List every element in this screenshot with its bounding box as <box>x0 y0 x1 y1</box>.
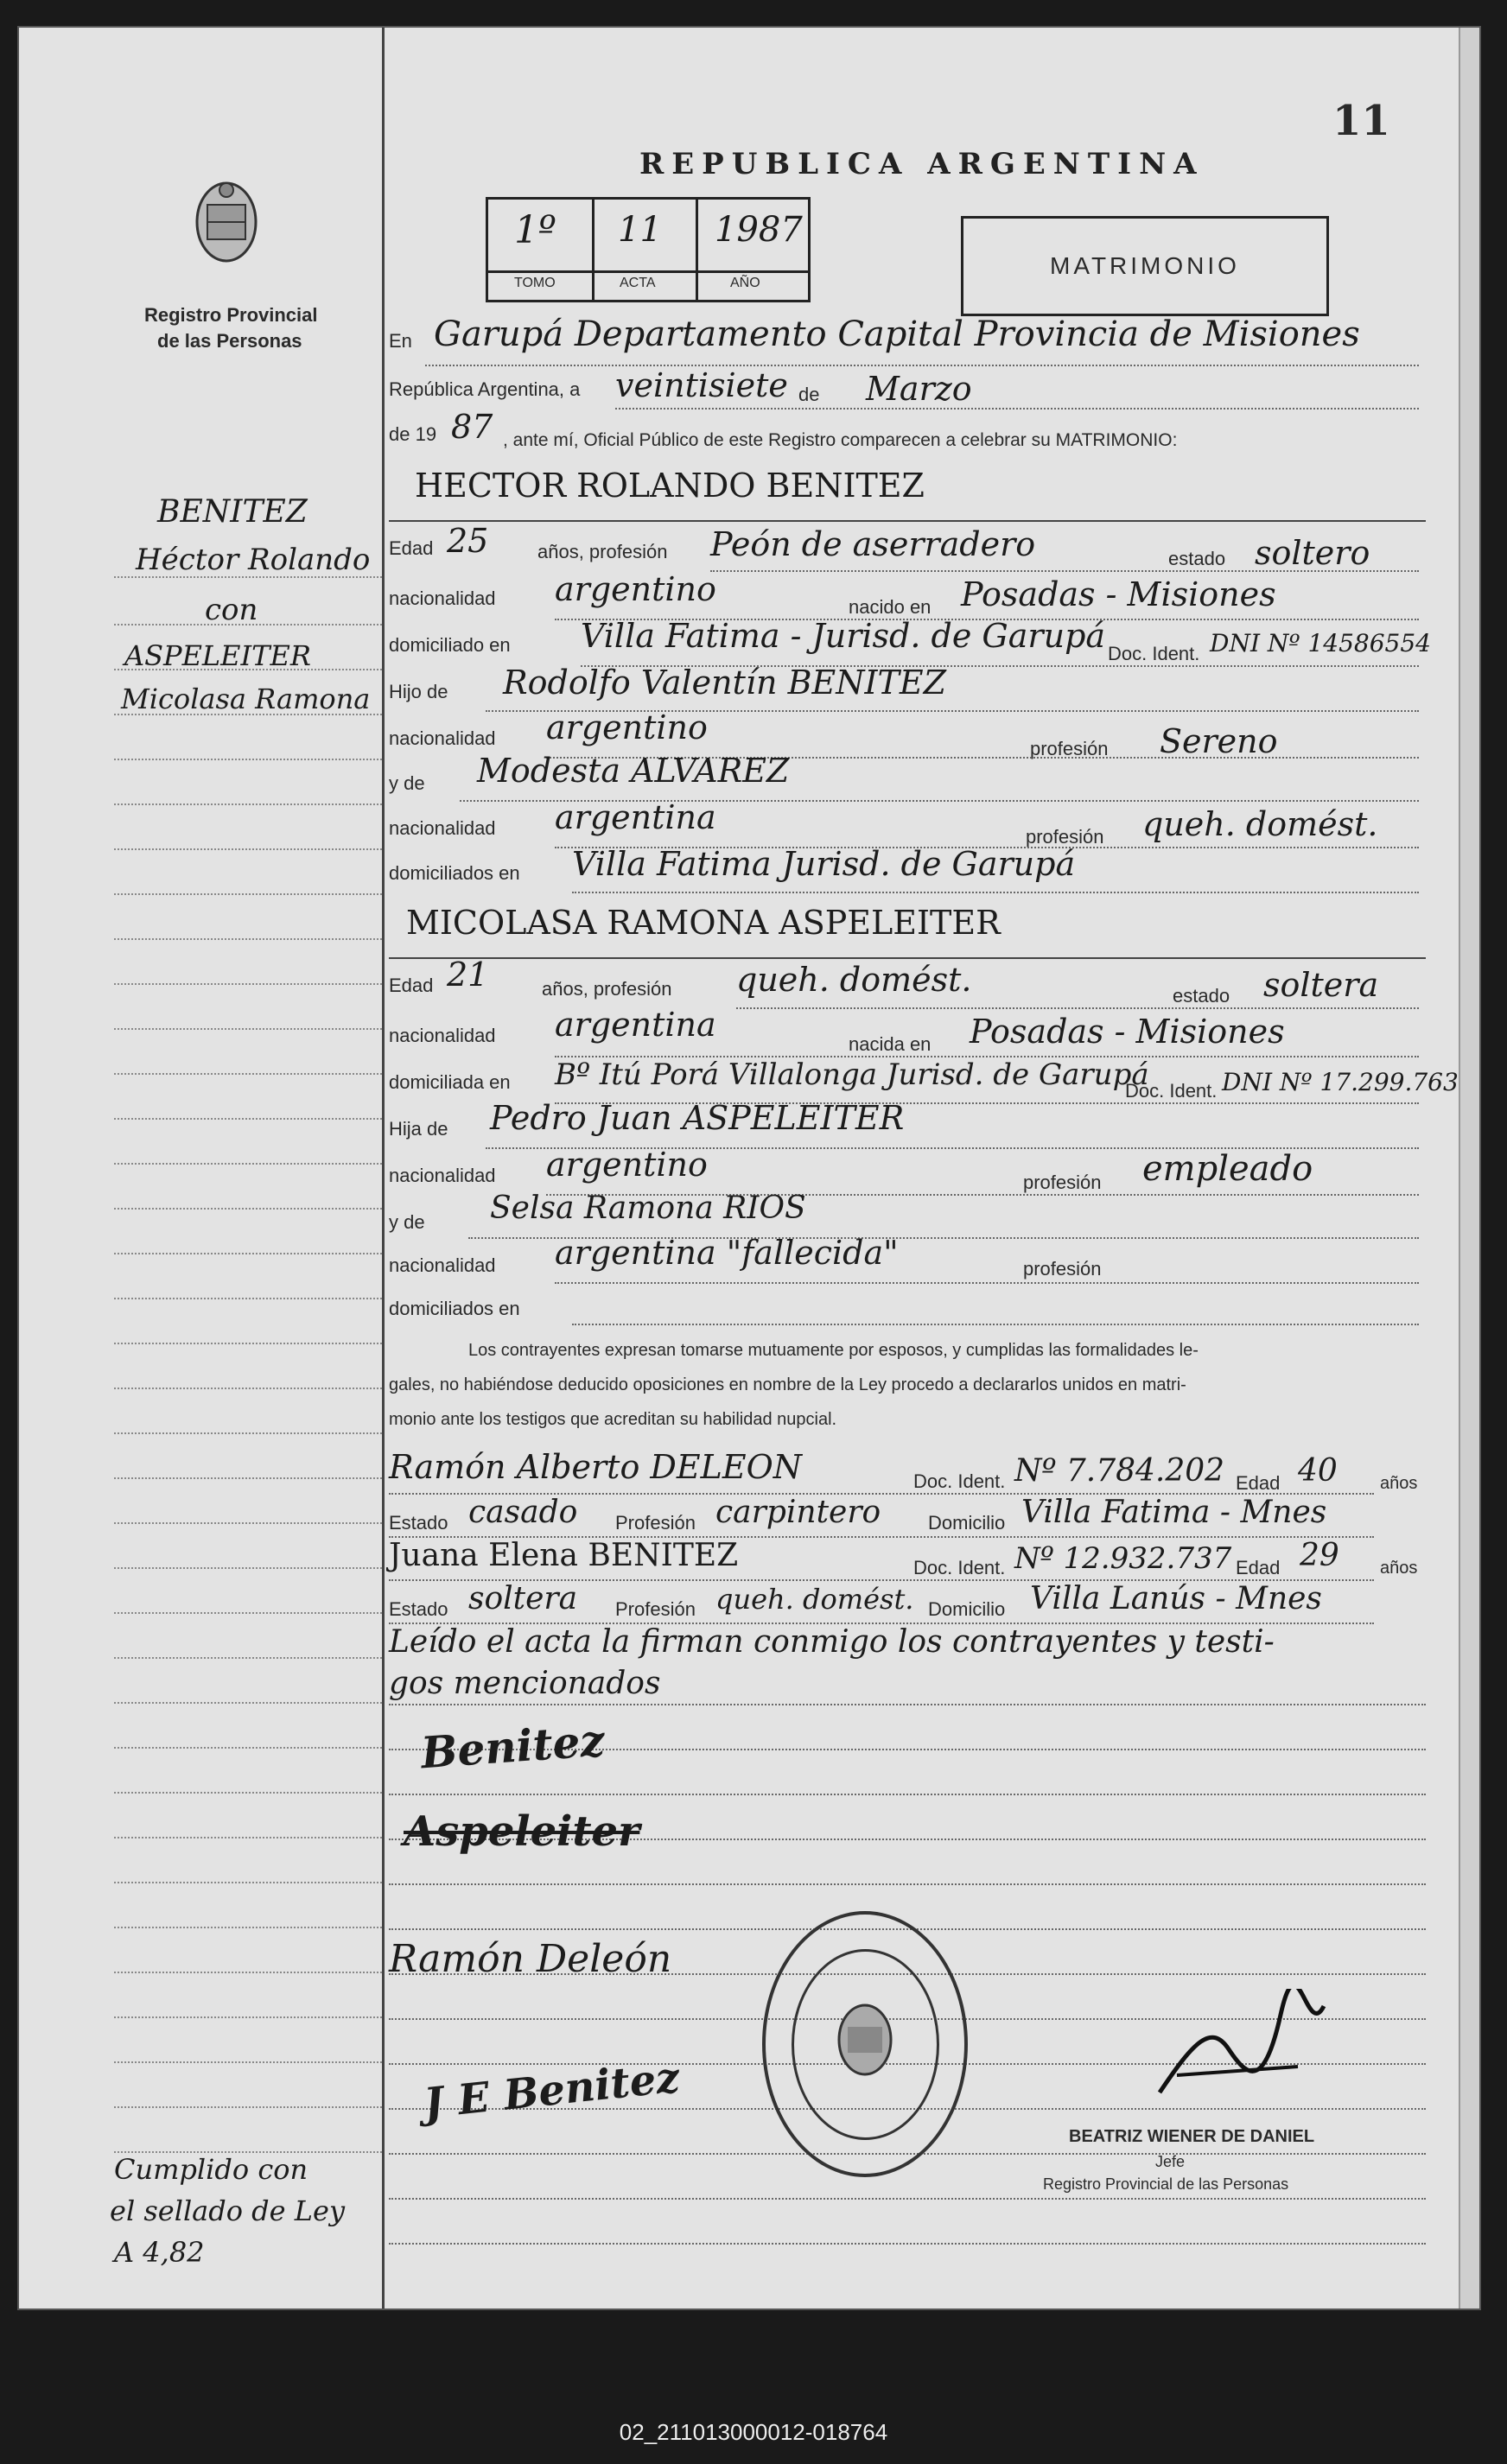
margin-note-line1: BENITEZ <box>157 494 308 530</box>
margin-rule <box>114 893 382 895</box>
coat-of-arms-icon <box>192 175 261 270</box>
margin-note-line3: con <box>205 593 258 627</box>
bride-name: MICOLASA RAMONA ASPELEITER <box>406 904 1001 942</box>
year-value: 87 <box>451 408 493 446</box>
margin-rule <box>114 1837 382 1838</box>
margin-rule <box>114 1927 382 1928</box>
witness1-domicilio-label: Domicilio <box>928 1512 1006 1534</box>
groom-padre-nac: argentino <box>546 708 708 746</box>
signature-bride: Aspeleiter <box>404 1807 640 1856</box>
margin-rule <box>114 714 382 715</box>
seal-emblem-icon <box>835 2001 895 2079</box>
image-id-footer: 02_211013000012-018764 <box>619 2419 888 2445</box>
bride-estado: soltera <box>1263 966 1379 1004</box>
doc-type-box <box>961 216 1329 316</box>
margin-rule <box>114 1882 382 1883</box>
margin-rule <box>114 1208 382 1210</box>
groom-domicilio: Villa Fatima - Jurisd. de Garupá <box>581 617 1106 655</box>
tomo-value: 1º <box>514 208 556 252</box>
witness2-estado-label: Estado <box>389 1598 448 1620</box>
groom-nacionalidad: argentino <box>555 570 716 608</box>
bride-domicilio: Bº Itú Porá Villalonga Jurisd. de Garupá <box>555 1057 1149 1092</box>
margin-rule <box>114 1388 382 1389</box>
margin-rule <box>114 759 382 760</box>
declaration-line1: Los contrayentes expresan tomarse mutuamente por esposos, y cumplidas las formalidades le- <box>468 1341 1199 1360</box>
bride-edad: 21 <box>447 956 489 994</box>
groom-padre-prof-label: profesión <box>1030 738 1109 759</box>
official-seal <box>762 1911 968 2177</box>
margin-footer-line1: Cumplido con <box>114 2153 308 2186</box>
officer-title: Jefe <box>1155 2153 1186 2170</box>
witness1-edad: 40 <box>1298 1453 1338 1489</box>
register-page <box>17 26 1481 2310</box>
bride-doc: DNI Nº 17.299.763 <box>1222 1068 1459 1096</box>
margin-rule <box>114 669 382 670</box>
witness2-doc-label: Doc. Ident. <box>913 1557 1006 1578</box>
witness1-anos-label: años <box>1380 1474 1418 1493</box>
bride-padre-nac: argentino <box>546 1146 708 1184</box>
witness1-doc-label: Doc. Ident. <box>913 1470 1006 1492</box>
country-title: REPUBLICA ARGENTINA <box>639 147 1205 181</box>
groom-padre-nac-label: nacionalidad <box>389 727 496 749</box>
margin-rule <box>114 938 382 940</box>
witness2-profesion: queh. domést. <box>715 1583 914 1616</box>
margin-footer-line2: el sellado de Ley <box>110 2194 346 2227</box>
margin-rule <box>114 803 382 805</box>
witness2-profesion-label: Profesión <box>615 1598 696 1620</box>
bride-domiciliados-label: domiciliados en <box>389 1298 520 1319</box>
witness1-profesion-label: Profesión <box>615 1512 696 1534</box>
dia-value: veintisiete <box>615 366 788 404</box>
bride-padre-prof: empleado <box>1142 1149 1313 1189</box>
bride-nacida-label: nacida en <box>849 1033 932 1055</box>
margin-rule <box>114 1298 382 1299</box>
groom-madre-nac-label: nacionalidad <box>389 817 496 839</box>
margin-rule <box>114 1163 382 1165</box>
margin-rule <box>114 983 382 985</box>
bride-madre-nac-label: nacionalidad <box>389 1254 496 1276</box>
margin-rule <box>114 1432 382 1434</box>
bride-profesion: queh. domést. <box>736 961 972 999</box>
bride-padre-nac-label: nacionalidad <box>389 1165 496 1186</box>
bride-madre: Selsa Ramona RIOS <box>490 1191 806 1226</box>
groom-madre-prof-label: profesión <box>1026 826 1104 848</box>
bride-anos-profesion-label: años, profesión <box>542 978 672 1000</box>
registry-name-line1: Registro Provincial <box>144 304 318 326</box>
mes-value: Marzo <box>866 370 972 408</box>
bride-edad-label: Edad <box>389 975 434 996</box>
margin-rule <box>114 1522 382 1524</box>
ano-label: AÑO <box>730 276 760 290</box>
margin-note-line5: Micolasa Ramona <box>121 683 371 715</box>
page-edge <box>1459 28 1479 2308</box>
officer-org: Registro Provincial de las Personas <box>1043 2175 1289 2193</box>
margin-rule <box>114 576 382 578</box>
declaration-line2: gales, no habiéndose deducido oposiciones en nombre de la Ley procedo a declararlos unidos en matri- <box>389 1375 1186 1394</box>
groom-padres-dom: Villa Fatima Jurisd. de Garupá <box>572 845 1076 883</box>
year-prefix: de 19 <box>389 423 437 445</box>
bride-madre-prof-label: profesión <box>1023 1258 1102 1280</box>
margin-rule <box>114 1118 382 1120</box>
margin-rule <box>114 1343 382 1344</box>
groom-madre-prof: queh. domést. <box>1142 805 1378 843</box>
groom-madre: Modesta ALVAREZ <box>477 752 790 790</box>
margin-footer-line3: A 4,82 <box>114 2236 205 2269</box>
groom-padre: Rodolfo Valentín BENITEZ <box>503 664 946 702</box>
bride-dom-label: domiciliada en <box>389 1071 511 1093</box>
bride-padre-prof-label: profesión <box>1023 1172 1102 1193</box>
republica-label: República Argentina, a <box>389 378 581 400</box>
margin-rule <box>114 1073 382 1075</box>
bride-hija-label: Hija de <box>389 1118 448 1140</box>
groom-anos-profesion-label: años, profesión <box>537 541 668 562</box>
left-margin-panel <box>19 28 385 2308</box>
groom-hijo-label: Hijo de <box>389 681 448 702</box>
witness1-edad-label: Edad <box>1236 1472 1281 1494</box>
bride-madre-nac: argentina "fallecida" <box>555 1234 899 1272</box>
groom-nacido: Posadas - Misiones <box>961 575 1276 613</box>
de-label: de <box>798 384 820 405</box>
groom-estado-label: estado <box>1168 548 1226 569</box>
bride-nacida: Posadas - Misiones <box>970 1013 1285 1051</box>
page-number: 11 <box>1332 97 1390 145</box>
margin-rule <box>114 1477 382 1479</box>
groom-madre-nac: argentina <box>555 798 716 836</box>
signature-witness1: Ramón Deleón <box>389 1937 672 1981</box>
bride-padre: Pedro Juan ASPELEITER <box>490 1099 905 1137</box>
margin-rule <box>114 1792 382 1794</box>
registry-name-line2: de las Personas <box>157 330 302 352</box>
witness2-anos-label: años <box>1380 1559 1418 1578</box>
groom-doc: DNI Nº 14586554 <box>1210 629 1431 657</box>
bride-estado-label: estado <box>1173 985 1230 1007</box>
margin-rule <box>114 2016 382 2018</box>
margin-rule <box>114 1253 382 1254</box>
groom-name: HECTOR ROLANDO BENITEZ <box>415 467 925 505</box>
officer-name: BEATRIZ WIENER DE DANIEL <box>1069 2127 1315 2146</box>
groom-nac-label: nacionalidad <box>389 587 496 609</box>
witness2-doc: Nº 12.932.737 <box>1014 1541 1232 1576</box>
witness2-edad: 29 <box>1300 1538 1339 1573</box>
en-label: En <box>389 330 412 352</box>
margin-note-line4: ASPELEITER <box>124 639 311 672</box>
witness2-name: Juana Elena BENITEZ <box>389 1538 739 1573</box>
margin-rule <box>114 1028 382 1030</box>
officer-text: , ante mí, Oficial Público de este Registro comparecen a celebrar su MATRIMONIO: <box>503 430 1178 450</box>
margin-rule <box>114 1567 382 1569</box>
margin-rule <box>114 1612 382 1614</box>
tomo-label: TOMO <box>514 276 556 290</box>
margin-rule <box>114 2106 382 2108</box>
witness2-edad-label: Edad <box>1236 1557 1281 1578</box>
margin-rule <box>114 1702 382 1704</box>
ano-value: 1987 <box>715 210 803 250</box>
groom-y-de-label: y de <box>389 772 425 794</box>
witness1-estado-label: Estado <box>389 1512 448 1534</box>
margin-rule <box>114 2061 382 2063</box>
bride-y-de-label: y de <box>389 1211 425 1233</box>
closing-line1: Leído el acta la firman conmigo los contrayentes y testi- <box>389 1624 1275 1660</box>
groom-edad-label: Edad <box>389 537 434 559</box>
groom-nacido-label: nacido en <box>849 596 932 618</box>
witness1-profesion: carpintero <box>715 1495 881 1530</box>
witness2-domicilio-label: Domicilio <box>928 1598 1006 1620</box>
margin-rule <box>114 624 382 626</box>
officer-signature-icon <box>1142 1989 1332 2110</box>
witness1-doc: Nº 7.784.202 <box>1014 1453 1225 1489</box>
margin-rule <box>114 1972 382 1973</box>
witness1-estado: casado <box>468 1495 578 1530</box>
signature-groom: Benitez <box>419 1714 607 1779</box>
groom-dom-label: domiciliado en <box>389 634 511 656</box>
groom-padre-prof: Sereno <box>1160 722 1278 760</box>
tomo-acta-ano-box <box>486 197 811 302</box>
groom-profesion: Peón de aserradero <box>710 525 1036 563</box>
declaration-line3: monio ante los testigos que acreditan su habilidad nupcial. <box>389 1410 837 1429</box>
margin-rule <box>114 1747 382 1749</box>
bride-doc-label: Doc. Ident. <box>1125 1080 1218 1102</box>
closing-line2: gos mencionados <box>389 1666 661 1701</box>
groom-domiciliados-label: domiciliados en <box>389 862 520 884</box>
groom-estado: soltero <box>1255 534 1370 572</box>
witness2-domicilio: Villa Lanús - Mnes <box>1030 1581 1322 1616</box>
acta-label: ACTA <box>620 276 656 290</box>
signature-witness2: J E Benitez <box>421 2053 683 2129</box>
witness1-domicilio: Villa Fatima - Mnes <box>1021 1495 1327 1530</box>
margin-rule <box>114 1657 382 1659</box>
acta-value: 11 <box>618 210 662 250</box>
bride-nacionalidad: argentina <box>555 1006 716 1044</box>
doc-type: MATRIMONIO <box>1050 252 1240 279</box>
groom-edad: 25 <box>447 522 489 560</box>
margin-rule <box>114 848 382 850</box>
bride-nac-label: nacionalidad <box>389 1025 496 1046</box>
witness2-estado: soltera <box>468 1581 578 1616</box>
witness1-name: Ramón Alberto DELEON <box>389 1448 802 1486</box>
en-value: Garupá Departamento Capital Provincia de Misiones <box>434 314 1360 354</box>
margin-note-line2: Héctor Rolando <box>136 543 371 577</box>
groom-doc-label: Doc. Ident. <box>1108 643 1200 664</box>
